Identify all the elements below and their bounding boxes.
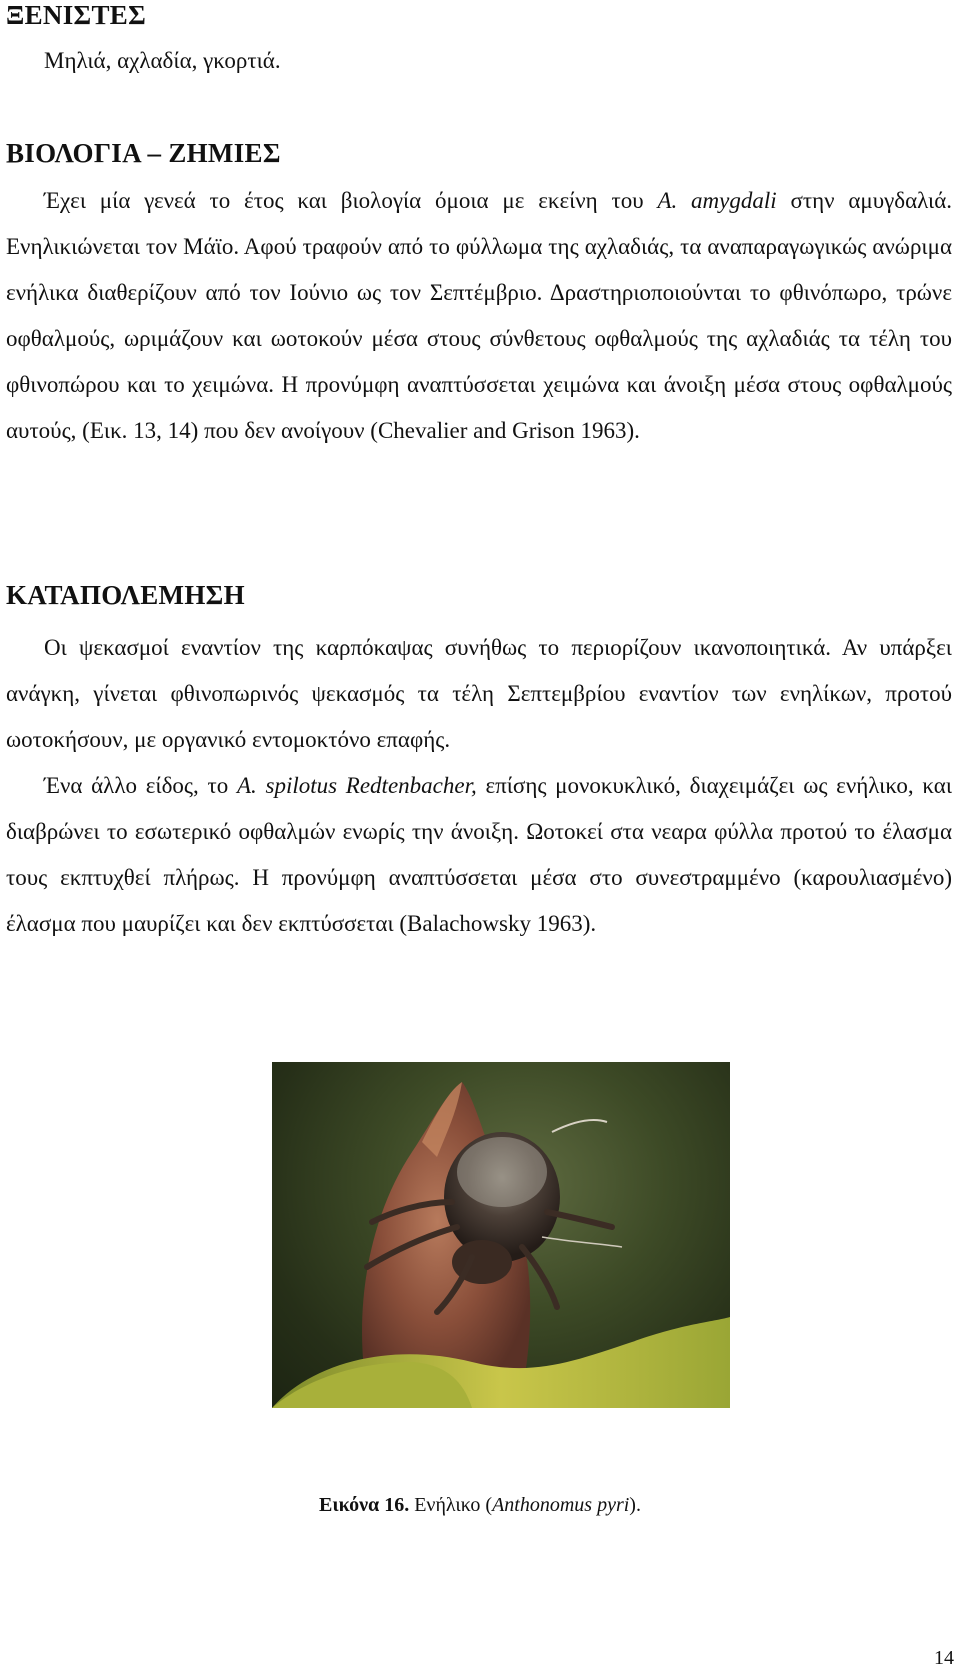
species-name: A. spilotus Redtenbacher, <box>236 773 477 798</box>
species-name: A. amygdali <box>657 188 777 213</box>
biology-paragraph: Έχει μία γενεά το έτος και βιολογία όμοια με εκείνη του A. amygdali στην αμυγδαλιά. Ενηλικιώνεται τον Μάϊο. Αφού τραφούν από το φύλλωμα της αχλαδιάς, τα αναπαραγωγικώς ανώριμα ενήλικα διαθερίζουν από τον Ιούνιο ως τον Σεπτέμβριο. Δραστηριοποιούνται το φθινόπωρο, τρώνε οφθαλμούς, ωριμάζουν και ωοτοκούν μέσα στους σύνθετους οφθαλμούς της αχλαδιάς τα τέλη του φθινοπώρου και το χειμώνα. Η προνύμφη αναπτύσσεται χειμώνα και άνοιξη μέσα στους οφθαλμούς αυτούς, (Εικ. 13, 14) που δεν ανοίγουν (Chevalier and Grison 1963). <box>6 188 953 443</box>
section-heading-biology: ΒΙΟΛΟΓΙΑ – ΖΗΜΙΕΣ <box>6 138 281 168</box>
species-name: Anthonomus pyri <box>492 1494 630 1516</box>
section-heading-hosts: ΞΕΝΙΣΤΕΣ <box>6 0 147 30</box>
weevil-photo <box>272 1062 730 1408</box>
figure-caption: Εικόνα 16. Ενήλικο (Anthonomus pyri). <box>319 1494 641 1516</box>
hosts-text: Μηλιά, αχλαδία, γκορτιά. <box>44 48 281 73</box>
page-number: 14 <box>934 1647 954 1669</box>
control-paragraph-1: Οι ψεκασμοί εναντίον της καρπόκαψας συνήθως το περιορίζουν ικανοποιητικά. Αν υπάρξει ανάγκη, γίνεται φθινοπωρινός ψεκασμός τα τέλη Σεπτεμβρίου εναντίον των ενηλίκων, προτού ωοτοκήσουν, με οργανικό εντομοκτόνο επαφής. <box>6 635 952 752</box>
section-heading-control: ΚΑΤΑΠΟΛΕΜΗΣΗ <box>6 580 245 610</box>
figure-label: Εικόνα 16. <box>319 1494 410 1516</box>
control-paragraph-2: Ένα άλλο είδος, το A. spilotus Redtenbacher, επίσης μονοκυκλικό, διαχειμάζει ως ενήλικο, και διαβρώνει το εσωτερικό οφθαλμών ενωρίς την άνοιξη. Ωοτοκεί στα νεαρα φύλλα προτού το έλασμα τους εκπτυχθεί πλήρως. Η προνύμφη αναπτύσσεται μέσα στο συνεστραμμένο (καρουλιασμένο) έλασμα που μαυρίζει και δεν εκπτύσσεται (Balachowsky 1963). <box>6 773 953 936</box>
